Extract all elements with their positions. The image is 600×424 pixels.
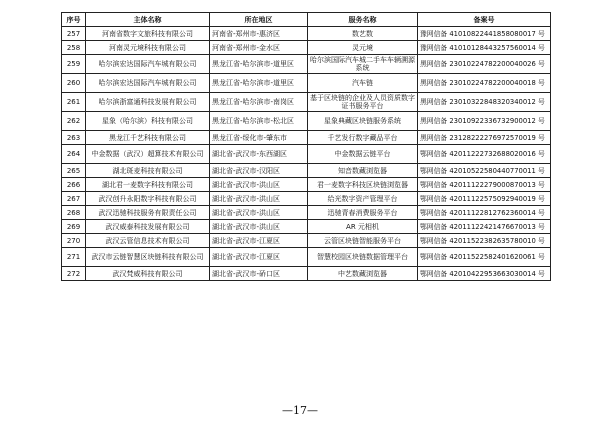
row-region: 黑龙江省-绥化市-肇东市 [210,131,308,145]
row-index: 259 [62,55,86,74]
row-region: 河南省-郑州市-金水区 [210,41,308,55]
row-region: 河南省-郑州市-惠济区 [210,27,308,41]
row-service: 智慧校园区块链数据管理平台 [308,248,418,267]
row-subject: 中金数据（武汉）超算技术有限公司 [86,145,210,164]
row-region: 黑龙江省-哈尔滨市-道里区 [210,55,308,74]
row-record: 鄂网信备 42011122812762360014 号 [418,206,551,220]
row-index: 269 [62,220,86,234]
row-subject: 武汉威泰科技发展有限公司 [86,220,210,234]
header-index: 序号 [62,13,86,27]
row-region: 湖北省-武汉市-硚口区 [210,267,308,281]
table-row [62,74,551,93]
row-region: 湖北省-武汉市-洪山区 [210,192,308,206]
table-row [62,41,551,55]
row-record: 鄂网信备 42010522580440770011 号 [418,164,551,178]
table-row [62,248,551,267]
row-subject: 哈尔滨宏达国际汽车城有限公司 [86,55,210,74]
table-header-row [62,13,551,27]
row-record: 鄂网信备 42011522582401620061 号 [418,248,551,267]
table-row [62,178,551,192]
row-index: 260 [62,74,86,93]
row-index: 262 [62,112,86,131]
row-service: 灵元境 [308,41,418,55]
row-service: 数艺数 [308,27,418,41]
row-index: 272 [62,267,86,281]
row-service: 君一麦数字科技区块链浏览器 [308,178,418,192]
row-region: 湖北省-武汉市-江夏区 [210,248,308,267]
table-row [62,131,551,145]
row-index: 265 [62,164,86,178]
row-index: 267 [62,192,86,206]
table-row [62,206,551,220]
header-record: 备案号 [418,13,551,27]
row-service: 给光数字资产管理平台 [308,192,418,206]
page-number: —17— [282,404,318,417]
row-record: 黑网信备 23010224782200040018 号 [418,74,551,93]
table-row [62,27,551,41]
row-record: 鄂网信备 42011122421476670013 号 [418,220,551,234]
row-service: 星象典藏区块链服务系统 [308,112,418,131]
row-index: 268 [62,206,86,220]
row-service: 汽车链 [308,74,418,93]
row-index: 261 [62,93,86,112]
table-row [62,192,551,206]
row-service: 迅驰青春消费服务平台 [308,206,418,220]
row-subject: 湖北斑麦科技有限公司 [86,164,210,178]
registry-table [61,12,551,281]
row-subject: 黑龙江千艺科技有限公司 [86,131,210,145]
row-region: 黑龙江省-哈尔滨市-道里区 [210,74,308,93]
row-record: 黑网信备 23128222276972570019 号 [418,131,551,145]
row-service: 基于区块链的企业及人员资质数字证书服务平台 [308,93,418,112]
row-record: 黑网信备 23010322848320340012 号 [418,93,551,112]
row-record: 鄂网信备 42011522382635780010 号 [418,234,551,248]
row-subject: 武汉梵威科技有限公司 [86,267,210,281]
row-index: 271 [62,248,86,267]
table-row [62,93,551,112]
row-index: 266 [62,178,86,192]
row-service: 哈尔滨国际汽车城二手车车辆溯源系统 [308,55,418,74]
row-region: 黑龙江省-哈尔滨市-松北区 [210,112,308,131]
row-subject: 武汉创升永阳数字科技有限公司 [86,192,210,206]
table-row [62,164,551,178]
row-service: 中金数据云链平台 [308,145,418,164]
row-region: 黑龙江省-哈尔滨市-南岗区 [210,93,308,112]
row-subject: 湖北君一麦数字科技有限公司 [86,178,210,192]
row-index: 264 [62,145,86,164]
row-subject: 哈尔滨宏达国际汽车城有限公司 [86,74,210,93]
row-subject: 武汉迅驰科技服务有限责任公司 [86,206,210,220]
header-service: 服务名称 [308,13,418,27]
row-record: 鄂网信备 42010422953663030014 号 [418,267,551,281]
row-subject: 星象（哈尔滨）科技有限公司 [86,112,210,131]
row-region: 湖北省-武汉市-江夏区 [210,234,308,248]
row-index: 257 [62,27,86,41]
row-region: 湖北省-武汉市-东西湖区 [210,145,308,164]
row-record: 鄂网信备 42011222732688020016 号 [418,145,551,164]
row-subject: 哈尔滨浙富通科技发展有限公司 [86,93,210,112]
row-index: 258 [62,41,86,55]
row-region: 湖北省-武汉市-洪山区 [210,206,308,220]
table-body [62,27,551,281]
row-subject: 武汉云管信息技术有限公司 [86,234,210,248]
table-row [62,267,551,281]
table-row [62,220,551,234]
row-service: AR 元相机 [308,220,418,234]
header-subject: 主体名称 [86,13,210,27]
row-region: 湖北省-武汉市-洪山区 [210,178,308,192]
row-service: 知音数藏浏览器 [308,164,418,178]
table-row [62,55,551,74]
row-record: 黑网信备 23010922336732900012 号 [418,112,551,131]
row-index: 270 [62,234,86,248]
row-subject: 河南省数字文旅科技有限公司 [86,27,210,41]
row-subject: 河南灵元境科技有限公司 [86,41,210,55]
header-region: 所在地区 [210,13,308,27]
row-region: 湖北省-武汉市-汉阳区 [210,164,308,178]
table-row [62,234,551,248]
row-record: 豫网信备 41010128443257560014 号 [418,41,551,55]
row-record: 鄂网信备 42011122575092940019 号 [418,192,551,206]
row-record: 黑网信备 23010224782200040026 号 [418,55,551,74]
row-record: 鄂网信备 42011122279000870013 号 [418,178,551,192]
table-row [62,145,551,164]
table-row [62,112,551,131]
row-index: 263 [62,131,86,145]
row-service: 云管区块链智能服务平台 [308,234,418,248]
row-service: 千艺发行数字藏品平台 [308,131,418,145]
row-subject: 武汉市云链智慧区块链科技有限公司 [86,248,210,267]
row-service: 中艺数藏浏览器 [308,267,418,281]
row-region: 湖北省-武汉市-洪山区 [210,220,308,234]
row-record: 豫网信备 41010822441858080017 号 [418,27,551,41]
